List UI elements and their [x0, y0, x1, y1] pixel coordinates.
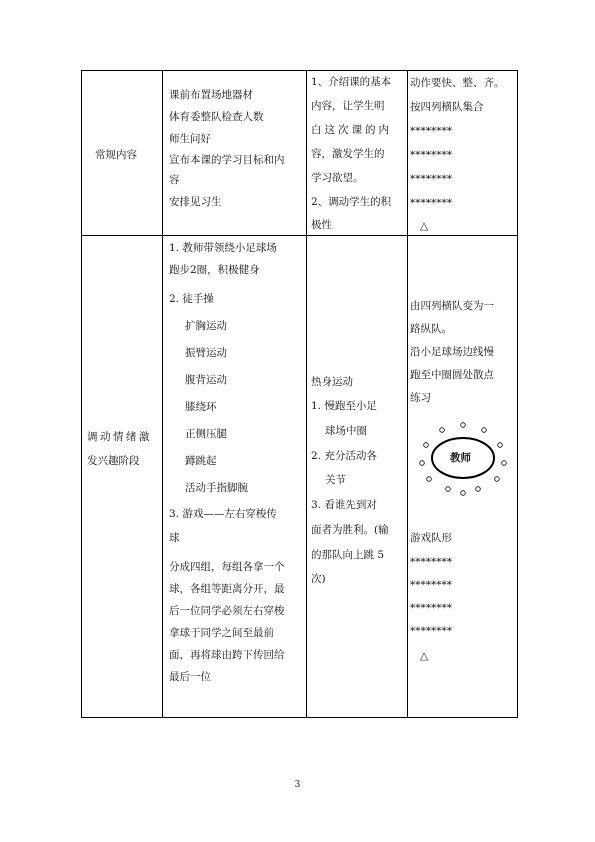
content-line: 宣布本课的学习目标和内 [169, 154, 285, 166]
purpose-line: 的那队向上跳 5 [311, 549, 385, 561]
table-border-top [81, 70, 518, 71]
game-formation-title: 游戏队形 [410, 532, 452, 544]
table-border-left [81, 70, 82, 718]
table-border-right [517, 70, 518, 718]
purpose-line: 学习欲望。 [311, 172, 364, 184]
purpose-line: 内容，让学生明 [311, 100, 385, 112]
purpose-line: 1、介绍课的基本 [311, 76, 392, 88]
formation-row: ******** [410, 625, 452, 637]
exercise-item: 腹背运动 [185, 374, 227, 386]
exercise-item: 扩胸运动 [185, 320, 227, 332]
purpose-line: 极性 [311, 219, 332, 231]
formation-row: ******** [410, 197, 452, 209]
lesson-table [81, 70, 518, 718]
purpose-line: 球场中圈 [325, 425, 367, 437]
org-line: 路纵队。 [410, 323, 452, 335]
section-label: 调动情绪激 [87, 431, 152, 443]
row-divider [81, 235, 518, 236]
org-line: 由四列横队变为一 [410, 300, 494, 312]
purpose-line: 关节 [325, 474, 346, 486]
formation-row: ******** [410, 602, 452, 614]
exercise-item: 活动手指脚腕 [185, 482, 248, 494]
exercise-item: 蹲跳起 [185, 455, 217, 467]
game-description-line: 球，各组等距离分开，最 [169, 583, 285, 595]
purpose-line: 次) [311, 573, 326, 585]
content-item: 跑步2圈，积极健身 [169, 264, 260, 276]
content-line: 师生问好 [169, 133, 211, 145]
teacher-triangle-icon: △ [420, 220, 429, 232]
org-line: 沿小足球场边线慢 [410, 346, 494, 358]
content-line: 安排见习生 [169, 196, 222, 208]
table-border-bottom [81, 717, 518, 718]
game-description-line: 分成四组，每组各拿一个 [169, 561, 285, 573]
exercise-item: 振臂运动 [185, 347, 227, 359]
purpose-line: 面者为胜利。(输 [311, 524, 389, 536]
purpose-line: 白这次课的内 [311, 124, 392, 136]
game-title: 3. 游戏——左右穿梭传 [169, 508, 277, 520]
game-title: 球 [169, 532, 180, 544]
content-line: 容 [169, 174, 180, 186]
teacher-triangle-icon: △ [420, 650, 429, 662]
game-description-line: 后一位同学必须左右穿梭 [169, 605, 285, 617]
formation-row: ******** [410, 173, 452, 185]
purpose-line: 3. 看谁先到对 [311, 499, 377, 511]
formation-row: ******** [410, 149, 452, 161]
game-description-line: 最后一位 [169, 671, 211, 683]
content-item: 1. 教师带领绕小足球场 [169, 242, 277, 254]
purpose-line: 2. 充分活动各 [311, 450, 377, 462]
org-line: 动作要快、整、齐。 [410, 77, 505, 89]
purpose-line: 1. 慢跑至小足 [311, 400, 377, 412]
page-number: 3 [294, 780, 301, 790]
purpose-title: 热身运动 [311, 376, 353, 388]
section-label: 常规内容 [95, 149, 137, 161]
column-divider [306, 70, 307, 718]
content-item: 2. 徒手操 [169, 293, 214, 305]
org-line: 练习 [410, 392, 431, 404]
exercise-item: 膝绕环 [185, 401, 217, 413]
exercise-item: 正侧压腿 [185, 428, 227, 440]
org-line: 跑至中圈圆处散点 [410, 369, 494, 381]
column-divider [162, 70, 163, 718]
game-description-line: 面，再将球由跨下传回给 [169, 649, 285, 661]
content-line: 课前布置场地器材 [169, 89, 253, 101]
teacher-label: 教师 [450, 452, 471, 464]
formation-row: ******** [410, 125, 452, 137]
purpose-line: 2、调动学生的积 [311, 196, 392, 208]
column-divider [407, 70, 408, 718]
section-label: 发兴趣阶段 [87, 455, 140, 467]
purpose-line: 容，激发学生的 [311, 148, 385, 160]
formation-row: ******** [410, 579, 452, 591]
org-line: 按四列横队集合 [410, 101, 484, 113]
content-line: 体育委整队检查人数 [169, 111, 264, 123]
game-description-line: 拿球于同学之间至最前 [169, 627, 274, 639]
formation-row: ******** [410, 556, 452, 568]
